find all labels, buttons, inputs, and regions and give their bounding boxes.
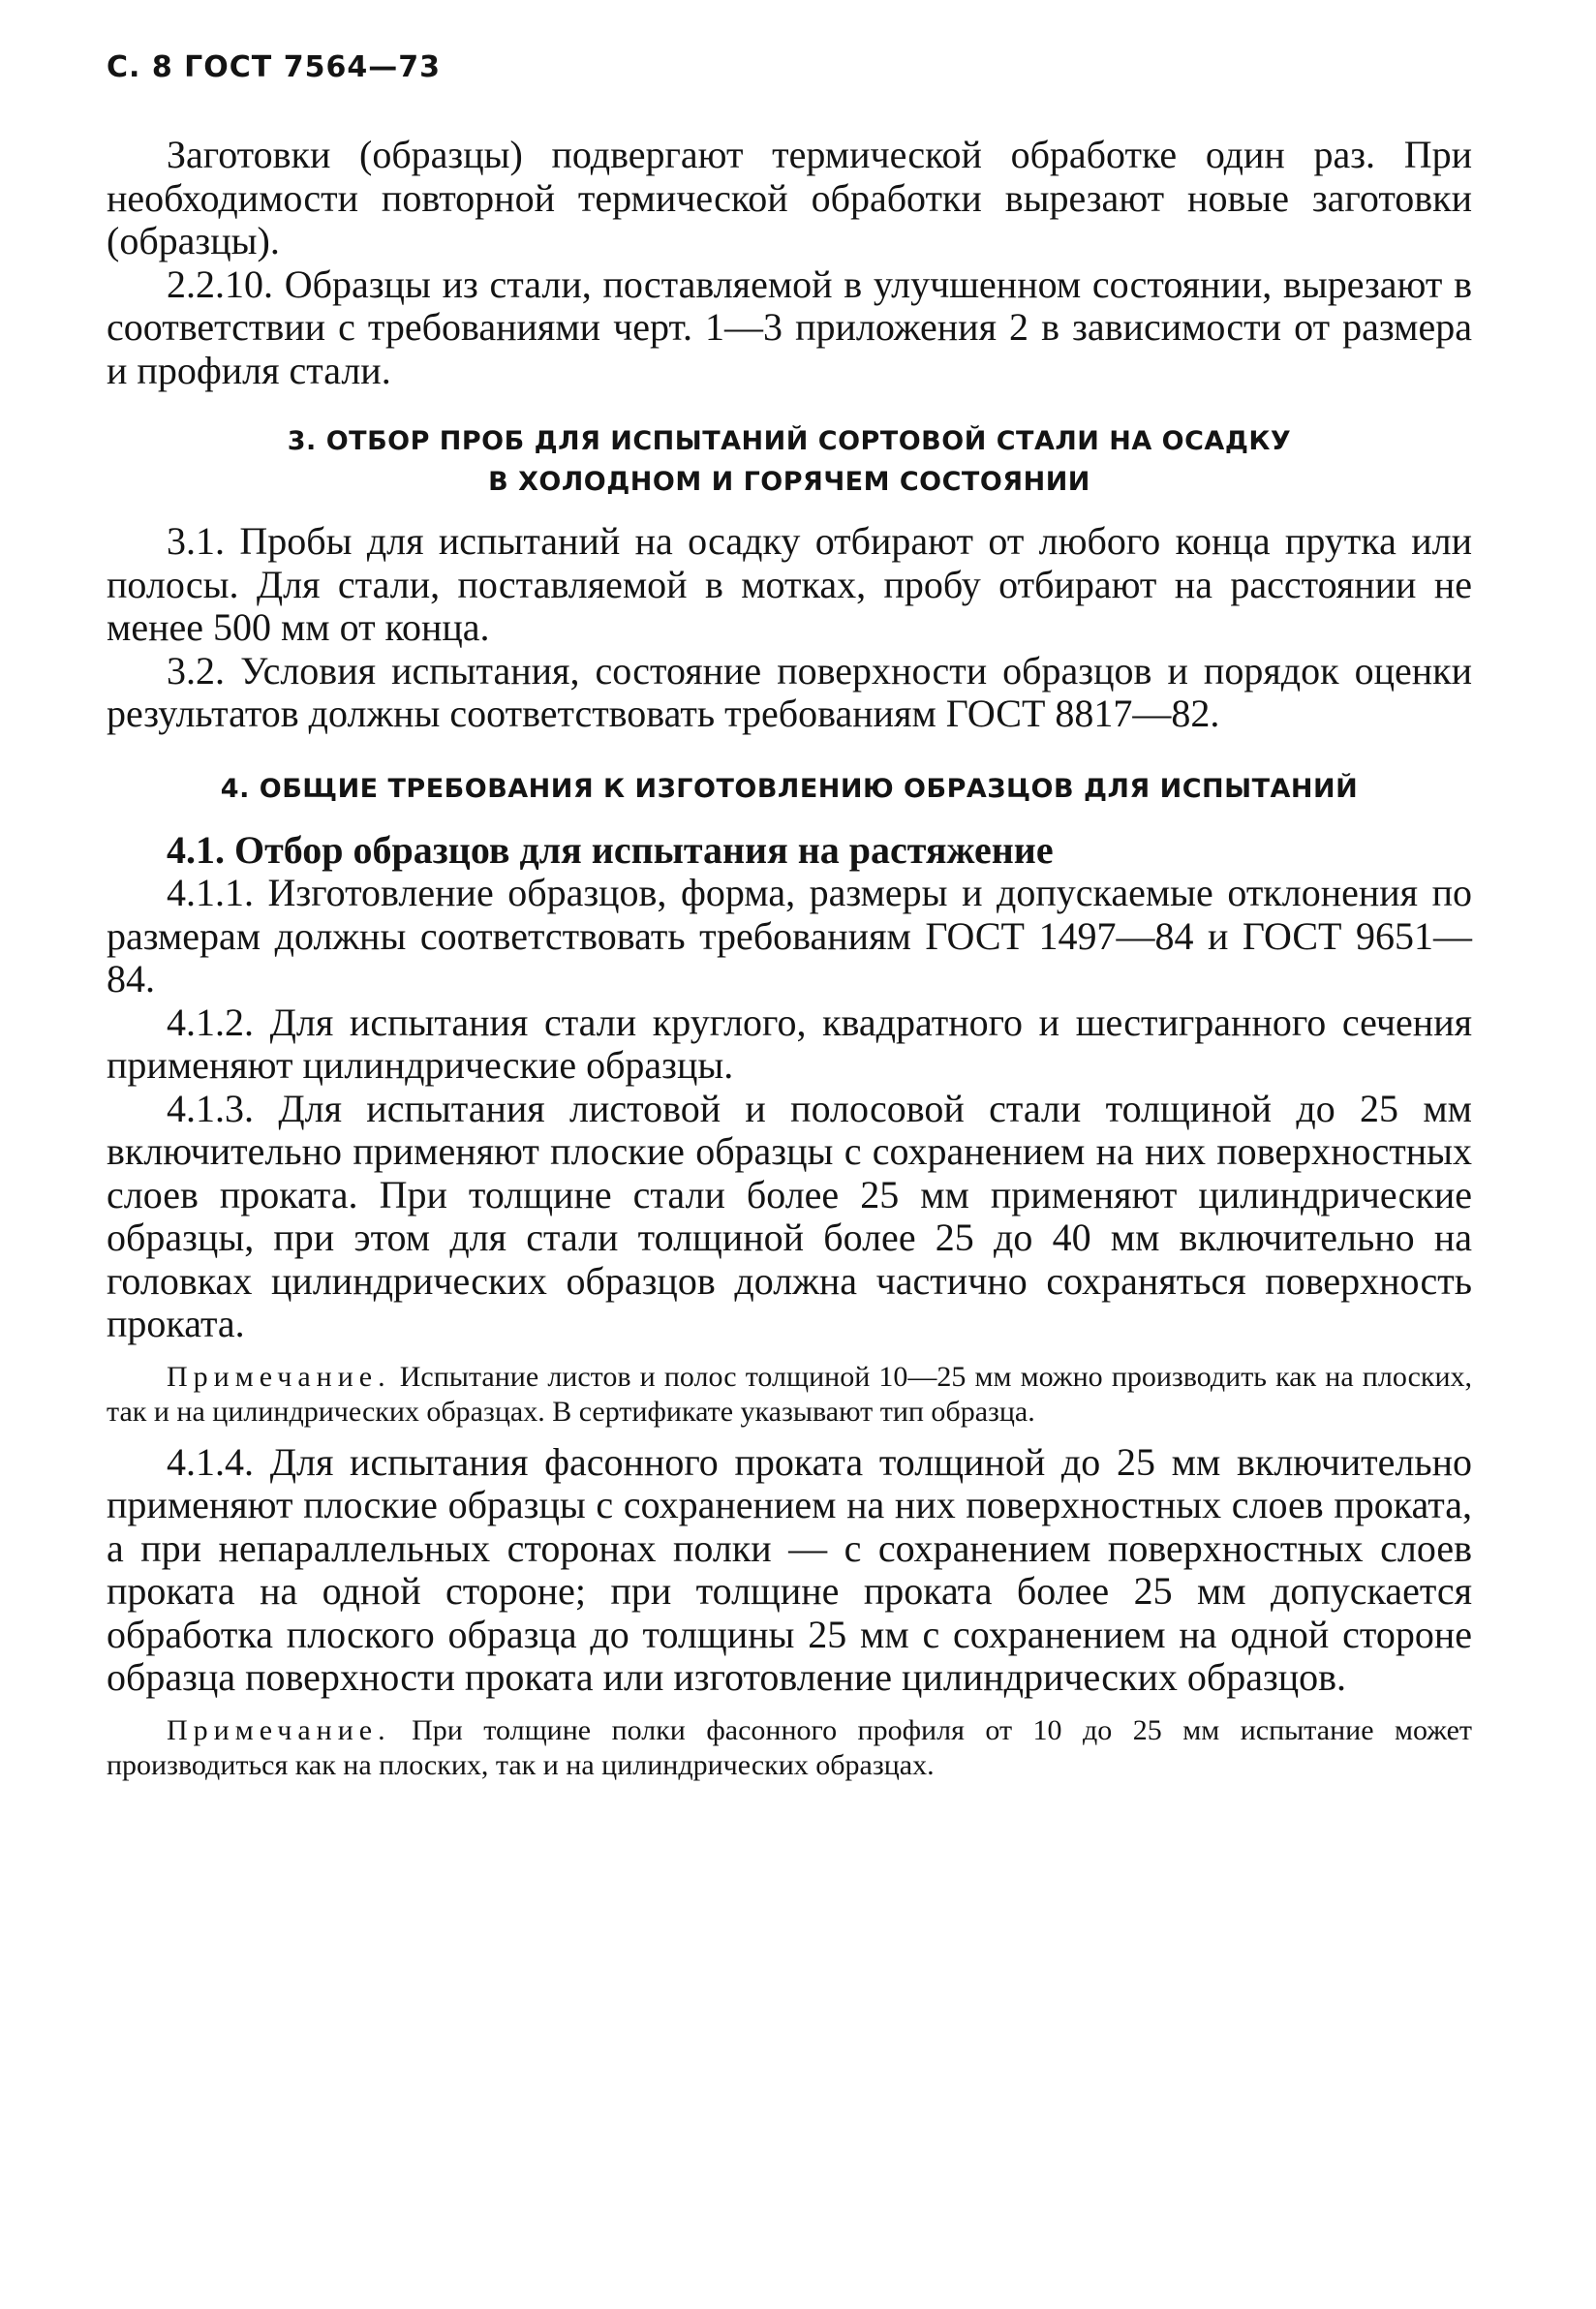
paragraph-3-2: 3.2. Условия испытания, состояние поверхности образцов и порядок оценки результатов должны соответствовать требованиям ГОСТ 8817—82. bbox=[107, 648, 1472, 735]
note-1-text: Испытание листов и полос толщиной 10—25 мм можно производить как на плоских, так и на цилиндрических образцах. В сертификате указывают тип образца. bbox=[107, 1360, 1473, 1428]
paragraph-4-1-1: 4.1.1. Изготовление образцов, форма, размеры и допускаемые отклонения по размерам должны соответствовать требованиям ГОСТ 1497—84 и ГОСТ 9651—84. bbox=[107, 871, 1472, 1001]
subsection-4-1-heading: 4.1. Отбор образцов для испытания на растяжение bbox=[167, 827, 1054, 872]
paragraph-4-1-4: 4.1.4. Для испытания фасонного проката толщиной до 25 мм включительно применяют плоские образцы с сохранением на них поверхностных слоев проката, а при непараллельных сторонах полки — с сохранением поверхностных слоев проката на одной стороне; при толщине проката более 25 мм допускается обработка плоского образца до толщины 25 мм с сохранением на одной стороне образца поверхности проката или изготовление цилиндрических образцов. bbox=[107, 1439, 1472, 1699]
document-body bbox=[107, 134, 1472, 1795]
note-2-label: Примечание. bbox=[167, 1713, 391, 1746]
section-3-heading-line-2: В ХОЛОДНОМ И ГОРЯЧЕМ СОСТОЯНИИ bbox=[488, 467, 1090, 497]
note-1-label: Примечание. bbox=[167, 1360, 391, 1393]
paragraph-2-2-10: 2.2.10. Образцы из стали, поставляемой в улучшенном состоянии, вырезают в соответствии с требованиями черт. 1—3 приложения 2 в зависимости от размера и профиля стали. bbox=[107, 262, 1472, 392]
section-3-heading bbox=[107, 421, 1472, 503]
section-4-heading: 4. ОБЩИЕ ТРЕБОВАНИЯ К ИЗГОТОВЛЕНИЮ ОБРАЗЦОВ ДЛЯ ИСПЫТАНИЙ bbox=[220, 773, 1359, 804]
paragraph-3-1: 3.1. Пробы для испытаний на осадку отбирают от любого конца прутка или полосы. Для стали, поставляемой в мотках, пробу отбирают на расстоянии не менее 500 мм от конца. bbox=[107, 519, 1472, 649]
paragraph-intro: Заготовки (образцы) подвергают термической обработке один раз. При необходимости повторной термической обработки вырезают новые заготовки (образцы). bbox=[107, 133, 1472, 262]
section-3-heading-line-1: 3. ОТБОР ПРОБ ДЛЯ ИСПЫТАНИЙ СОРТОВОЙ СТАЛИ НА ОСАДКУ bbox=[287, 426, 1292, 456]
running-header: С. 8 ГОСТ 7564—73 bbox=[107, 50, 441, 84]
note-2 bbox=[107, 1713, 1472, 1783]
paragraph-4-1-2: 4.1.2. Для испытания стали круглого, квадратного и шестигранного сечения применяют цилиндрические образцы. bbox=[107, 1000, 1472, 1087]
paragraph-4-1-3: 4.1.3. Для испытания листовой и полосовой стали толщиной до 25 мм включительно применяют плоские образцы с сохранением на них поверхностных слоев проката. При толщине стали более 25 мм применяют цилиндрические образцы, при этом для стали толщиной более 25 до 40 мм включительно на головках цилиндрических образцов должна частично сохраняться поверхность проката. bbox=[107, 1086, 1472, 1345]
note-2-text: При толщине полки фасонного профиля от 10 до 25 мм испытание может производиться как на плоских, так и на цилиндрических образцах. bbox=[107, 1713, 1472, 1781]
note-1 bbox=[107, 1360, 1472, 1430]
